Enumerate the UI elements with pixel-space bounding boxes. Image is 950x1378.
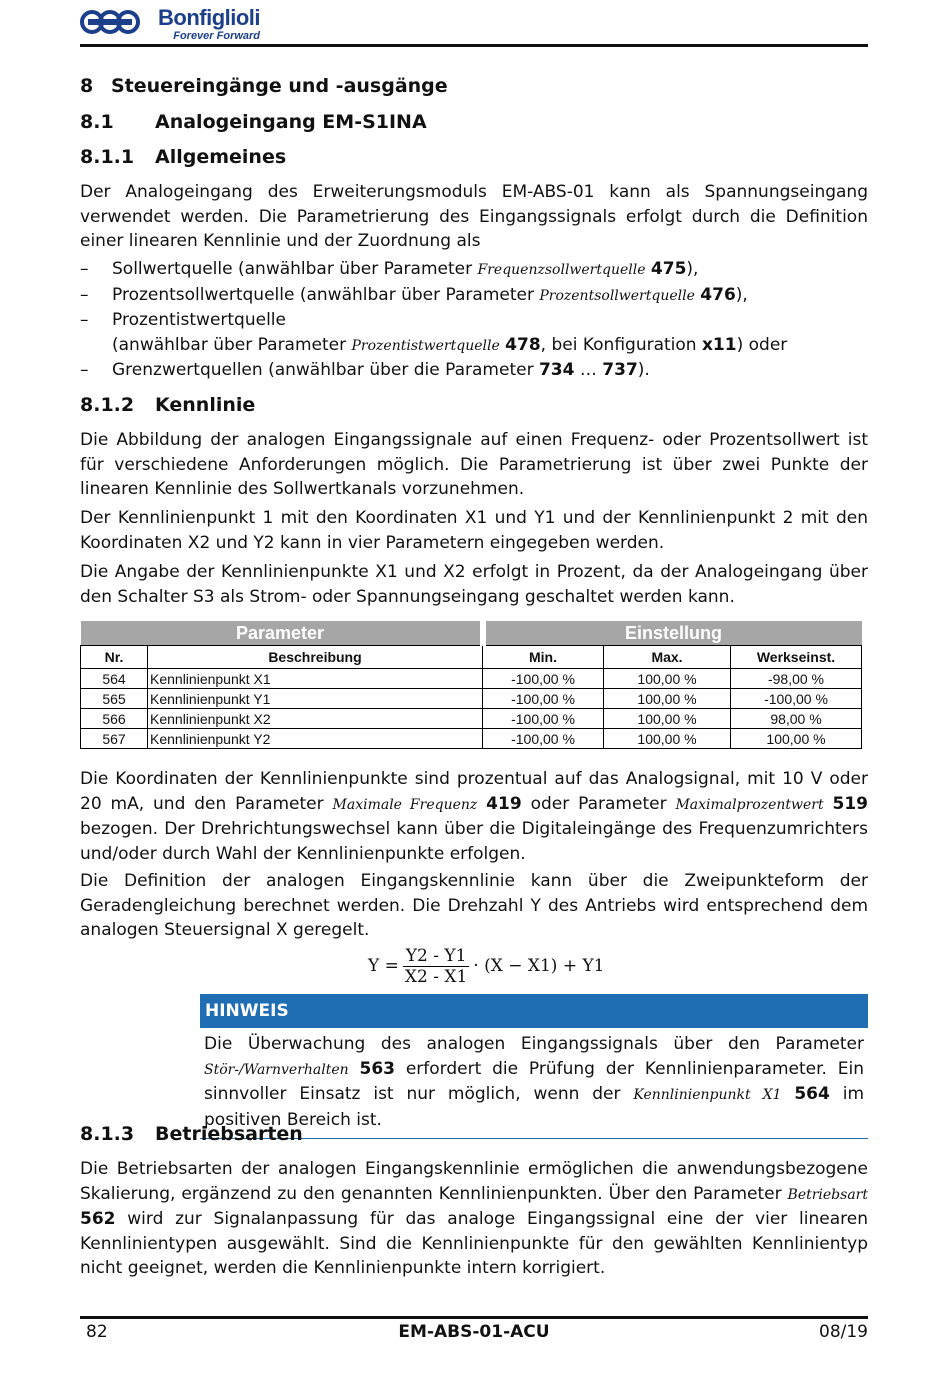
note-text: Die Überwachung des analogen Eingangssignals über den Parameter Stör-/Warnverhalten 563 erfordert die Prüfung der Kennlinienparameter. Ein sinnvoller Einsatz ist nur möglich, wenn der Kennlinienpunkt X1 564 im positiven Bereich ist. (200, 1028, 868, 1139)
formula: Y = $\frac{Y2 - Y1}{X2 - X1}$ · (X − X1) + Y1 (368, 946, 605, 987)
paragraph-percent: Die Angabe der Kennlinienpunkte X1 und X2 erfolgt in Prozent, da der Analogeingang über den Schalter S3 als Strom- oder Spannungseingang geschaltet werden kann. (80, 562, 868, 607)
list-item: – Prozentsollwertquelle (anwählbar über Parameter Prozentsollwertquelle 476), (80, 283, 868, 309)
note-title: HINWEIS (200, 994, 868, 1028)
table-group-einstellung: Einstellung (483, 621, 862, 646)
heading-8-1-2: 8.1.2 Kennlinie (80, 394, 256, 416)
list-item: – Prozentistwertquelle (anwählbar über Parameter Prozentistwertquelle 478, bei Konfiguration x11) oder (80, 308, 868, 358)
col-header: Nr. (81, 646, 148, 669)
source-list (80, 257, 868, 383)
page-number: 82 (86, 1322, 108, 1342)
table-row: 565 Kennlinienpunkt Y1 -100,00 % 100,00 % -100,00 % (81, 689, 862, 709)
col-header: Werkseinst. (731, 646, 862, 669)
paragraph-modes: Die Betriebsarten der analogen Eingangskennlinie ermöglichen die anwendungsbezogene Skalierung, ergänzend zu den genannten Kennlinienpunkten. Über den Parameter Betriebsart 562 wird zur Signalanpassung für das analoge Eingangssignal eine der vier linearen Kennlinientypen ausgewählt. Sind die Kennlinienpunkte für den gewählten Kennlinientyp nicht geeignet, werden die Kennlinienpunkte intern korrigiert. (80, 1159, 868, 1278)
brand-tagline: Forever Forward (173, 30, 261, 42)
col-header: Beschreibung (148, 646, 483, 669)
parameter-table (80, 621, 862, 749)
paragraph-points: Der Kennlinienpunkt 1 mit den Koordinaten X1 und Y1 und der Kennlinienpunkt 2 mit den Koordinaten X2 und Y2 kann in vier Parametern eingegeben werden. (80, 508, 868, 553)
paragraph-definition: Die Definition der analogen Eingangskennlinie kann über die Zweipunkteform der Geradengleichung berechnet werden. Die Drehzahl Y des Antriebs wird entsprechend dem analogen Steuersignal X geregelt. (80, 871, 868, 940)
paragraph-intro: Der Analogeingang des Erweiterungsmoduls EM-ABS-01 kann als Spannungseingang verwendet werden. Die Parametrierung des Eingangssignals erfolgt durch die Definition einer linearen Kennlinie und der Zuordnung als (80, 182, 868, 251)
paragraph-coordinates: Die Koordinaten der Kennlinienpunkte sind prozentual auf das Analogsignal, mit 10 V oder 20 mA, und den Parameter Maximale Frequenz 419 oder Parameter Maximalprozentwert 519 bezogen. Der Drehrichtungswechsel kann über die Digitaleingänge des Frequenzumrichters und/oder durch Wahl der Kennlinienpunkte erfolgen. (80, 769, 868, 864)
col-header: Max. (604, 646, 731, 669)
document-date: 08/19 (819, 1322, 868, 1342)
table-row: 567 Kennlinienpunkt Y2 -100,00 % 100,00 % 100,00 % (81, 729, 862, 749)
list-item: – Sollwertquelle (anwählbar über Parameter Frequenzsollwertquelle 475), (80, 257, 868, 283)
table-row: 566 Kennlinienpunkt X2 -100,00 % 100,00 % 98,00 % (81, 709, 862, 729)
heading-8-1-1: 8.1.1 Allgemeines (80, 146, 287, 168)
heading-8: 8 Steuereingänge und -ausgänge (80, 75, 448, 97)
footer-rule (80, 1316, 868, 1319)
table-row: 564 Kennlinienpunkt X1 -100,00 % 100,00 % -98,00 % (81, 669, 862, 689)
table-group-parameter: Parameter (81, 621, 483, 646)
document-id: EM-ABS-01-ACU (398, 1322, 550, 1342)
heading-8-1-3: 8.1.3 Betriebsarten (80, 1123, 303, 1145)
list-item: – Grenzwertquellen (anwählbar über die Parameter 734 … 737). (80, 358, 868, 383)
bonfiglioli-logo-icon (80, 10, 154, 34)
brand-name: Bonfiglioli (158, 5, 261, 30)
note-box (200, 994, 868, 1139)
heading-8-1: 8.1 Analogeingang EM-S1INA (80, 111, 427, 133)
col-header: Min. (483, 646, 604, 669)
brand-logo (80, 6, 260, 46)
paragraph-mapping: Die Abbildung der analogen Eingangssignale auf einen Frequenz- oder Prozentsollwert ist für verschiedene Anforderungen möglich. Die Parametrierung ist über zwei Punkte der linearen Kennlinie des Sollwertkanals vorzunehmen. (80, 430, 868, 499)
header-rule (80, 44, 868, 47)
